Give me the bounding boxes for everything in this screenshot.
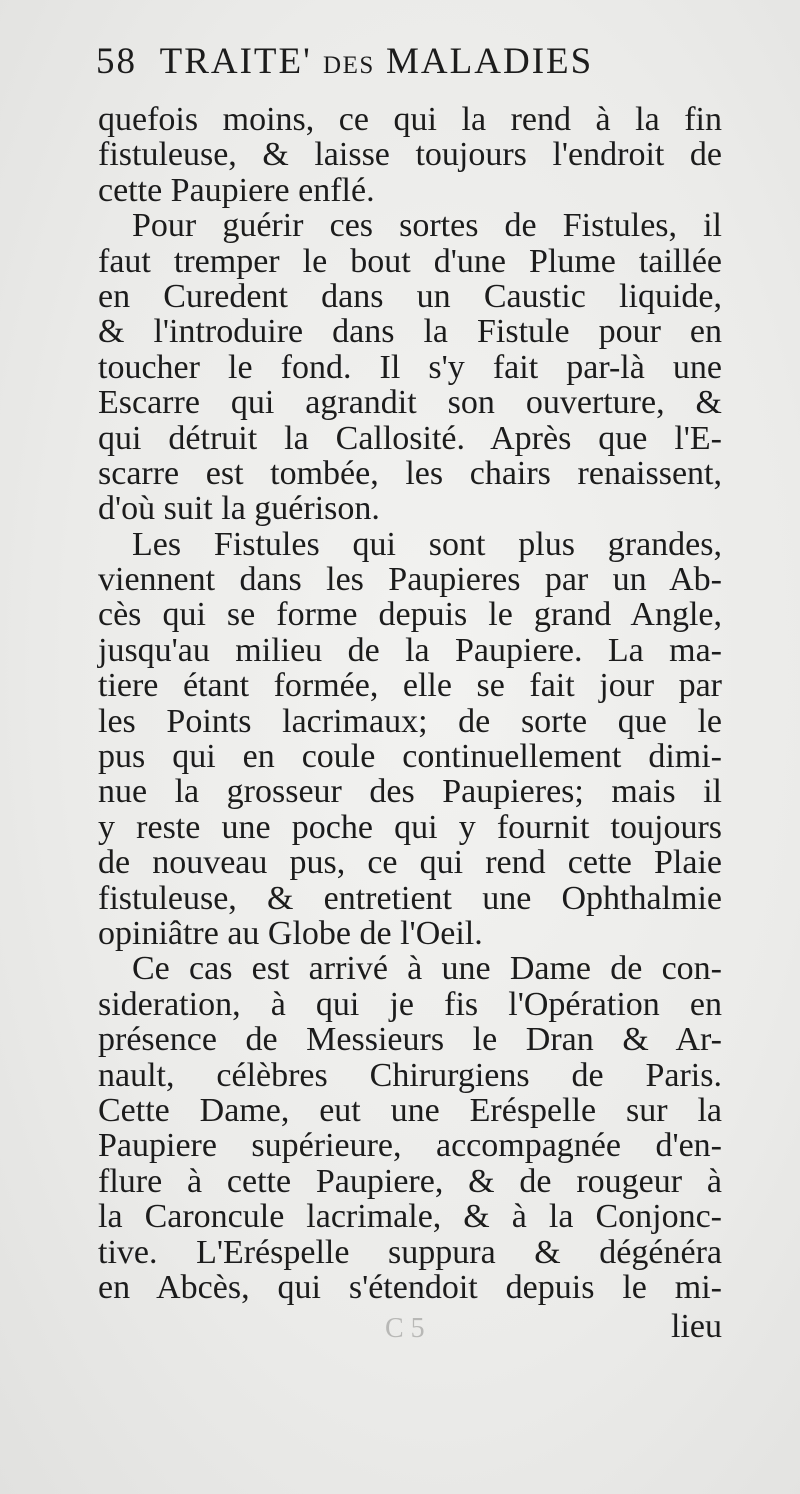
text-line: en Curedent dans un Caustic liquide, [98, 277, 722, 315]
text-line: tiere étant formée, elle se fait jour par [98, 667, 722, 705]
text-line: toucher le fond. Il s'y fait par-là une [98, 348, 722, 386]
text-line: fistuleuse, & entretient une Ophthalmie [98, 879, 722, 917]
text-line: y reste une poche qui y fournit toujours [98, 808, 722, 846]
text-line: nue la grosseur des Paupieres; mais il [98, 773, 722, 811]
text-line: la Caroncule lacrimale, & à la Conjonc- [98, 1198, 722, 1236]
text-line: & l'introduire dans la Fistule pour en [98, 313, 722, 351]
text-line: de nouveau pus, ce qui rend cette Plaie [98, 844, 722, 882]
running-header [96, 40, 716, 88]
text-body [98, 102, 722, 1305]
running-title-word: TRAITE' [159, 41, 312, 82]
signature-mark: C 5 [385, 1313, 425, 1344]
text-line: nault, célèbres Chirurgiens de Paris. [98, 1056, 722, 1094]
page-number: 58 [96, 41, 137, 82]
catchword: lieu [671, 1308, 722, 1345]
text-line: opiniâtre au Globe de l'Oeil. [98, 914, 483, 952]
text-line: scarre est tombée, les chairs renaissent, [98, 454, 722, 492]
text-line: en Abcès, qui s'étendoit depuis le mi- [98, 1268, 722, 1306]
text-line: tive. L'Eréspelle suppura & dégénéra [98, 1233, 722, 1271]
running-title-word: MALADIES [386, 41, 594, 82]
text-line: Cette Dame, eut une Eréspelle sur la [98, 1091, 722, 1129]
text-line: viennent dans les Paupieres par un Ab- [98, 561, 722, 599]
text-line: sideration, à qui je fis l'Opération en [98, 985, 722, 1023]
text-line: jusqu'au milieu de la Paupiere. La ma- [98, 631, 722, 669]
text-line: cette Paupiere enflé. [98, 171, 375, 209]
text-line: flure à cette Paupiere, & de rougeur à [98, 1162, 722, 1200]
text-line: présence de Messieurs le Dran & Ar- [98, 1021, 722, 1059]
text-line: pus qui en coule continuellement dimi- [98, 738, 722, 776]
text-line: les Points lacrimaux; de sorte que le [98, 702, 722, 740]
paragraph-first-line: Les Fistules qui sont plus grandes, [132, 525, 722, 563]
text-line: Paupiere supérieure, accompagnée d'en- [98, 1127, 722, 1165]
text-line: d'où suit la guérison. [98, 490, 380, 528]
running-title-word: DES [323, 52, 375, 79]
text-line: qui détruit la Callosité. Après que l'E- [98, 419, 722, 457]
text-line: fistuleuse, & laisse toujours l'endroit de [98, 136, 722, 174]
paragraph-first-line: Ce cas est arrivé à une Dame de con- [132, 950, 722, 988]
text-line: faut tremper le bout d'une Plume taillée [98, 242, 722, 280]
text-line: quefois moins, ce qui la rend à la fin [98, 101, 722, 138]
paragraph-first-line: Pour guérir ces sortes de Fistules, il [132, 207, 722, 245]
text-line: Escarre qui agrandit son ouverture, & [98, 384, 722, 422]
text-line: cès qui se forme depuis le grand Angle, [98, 596, 722, 634]
